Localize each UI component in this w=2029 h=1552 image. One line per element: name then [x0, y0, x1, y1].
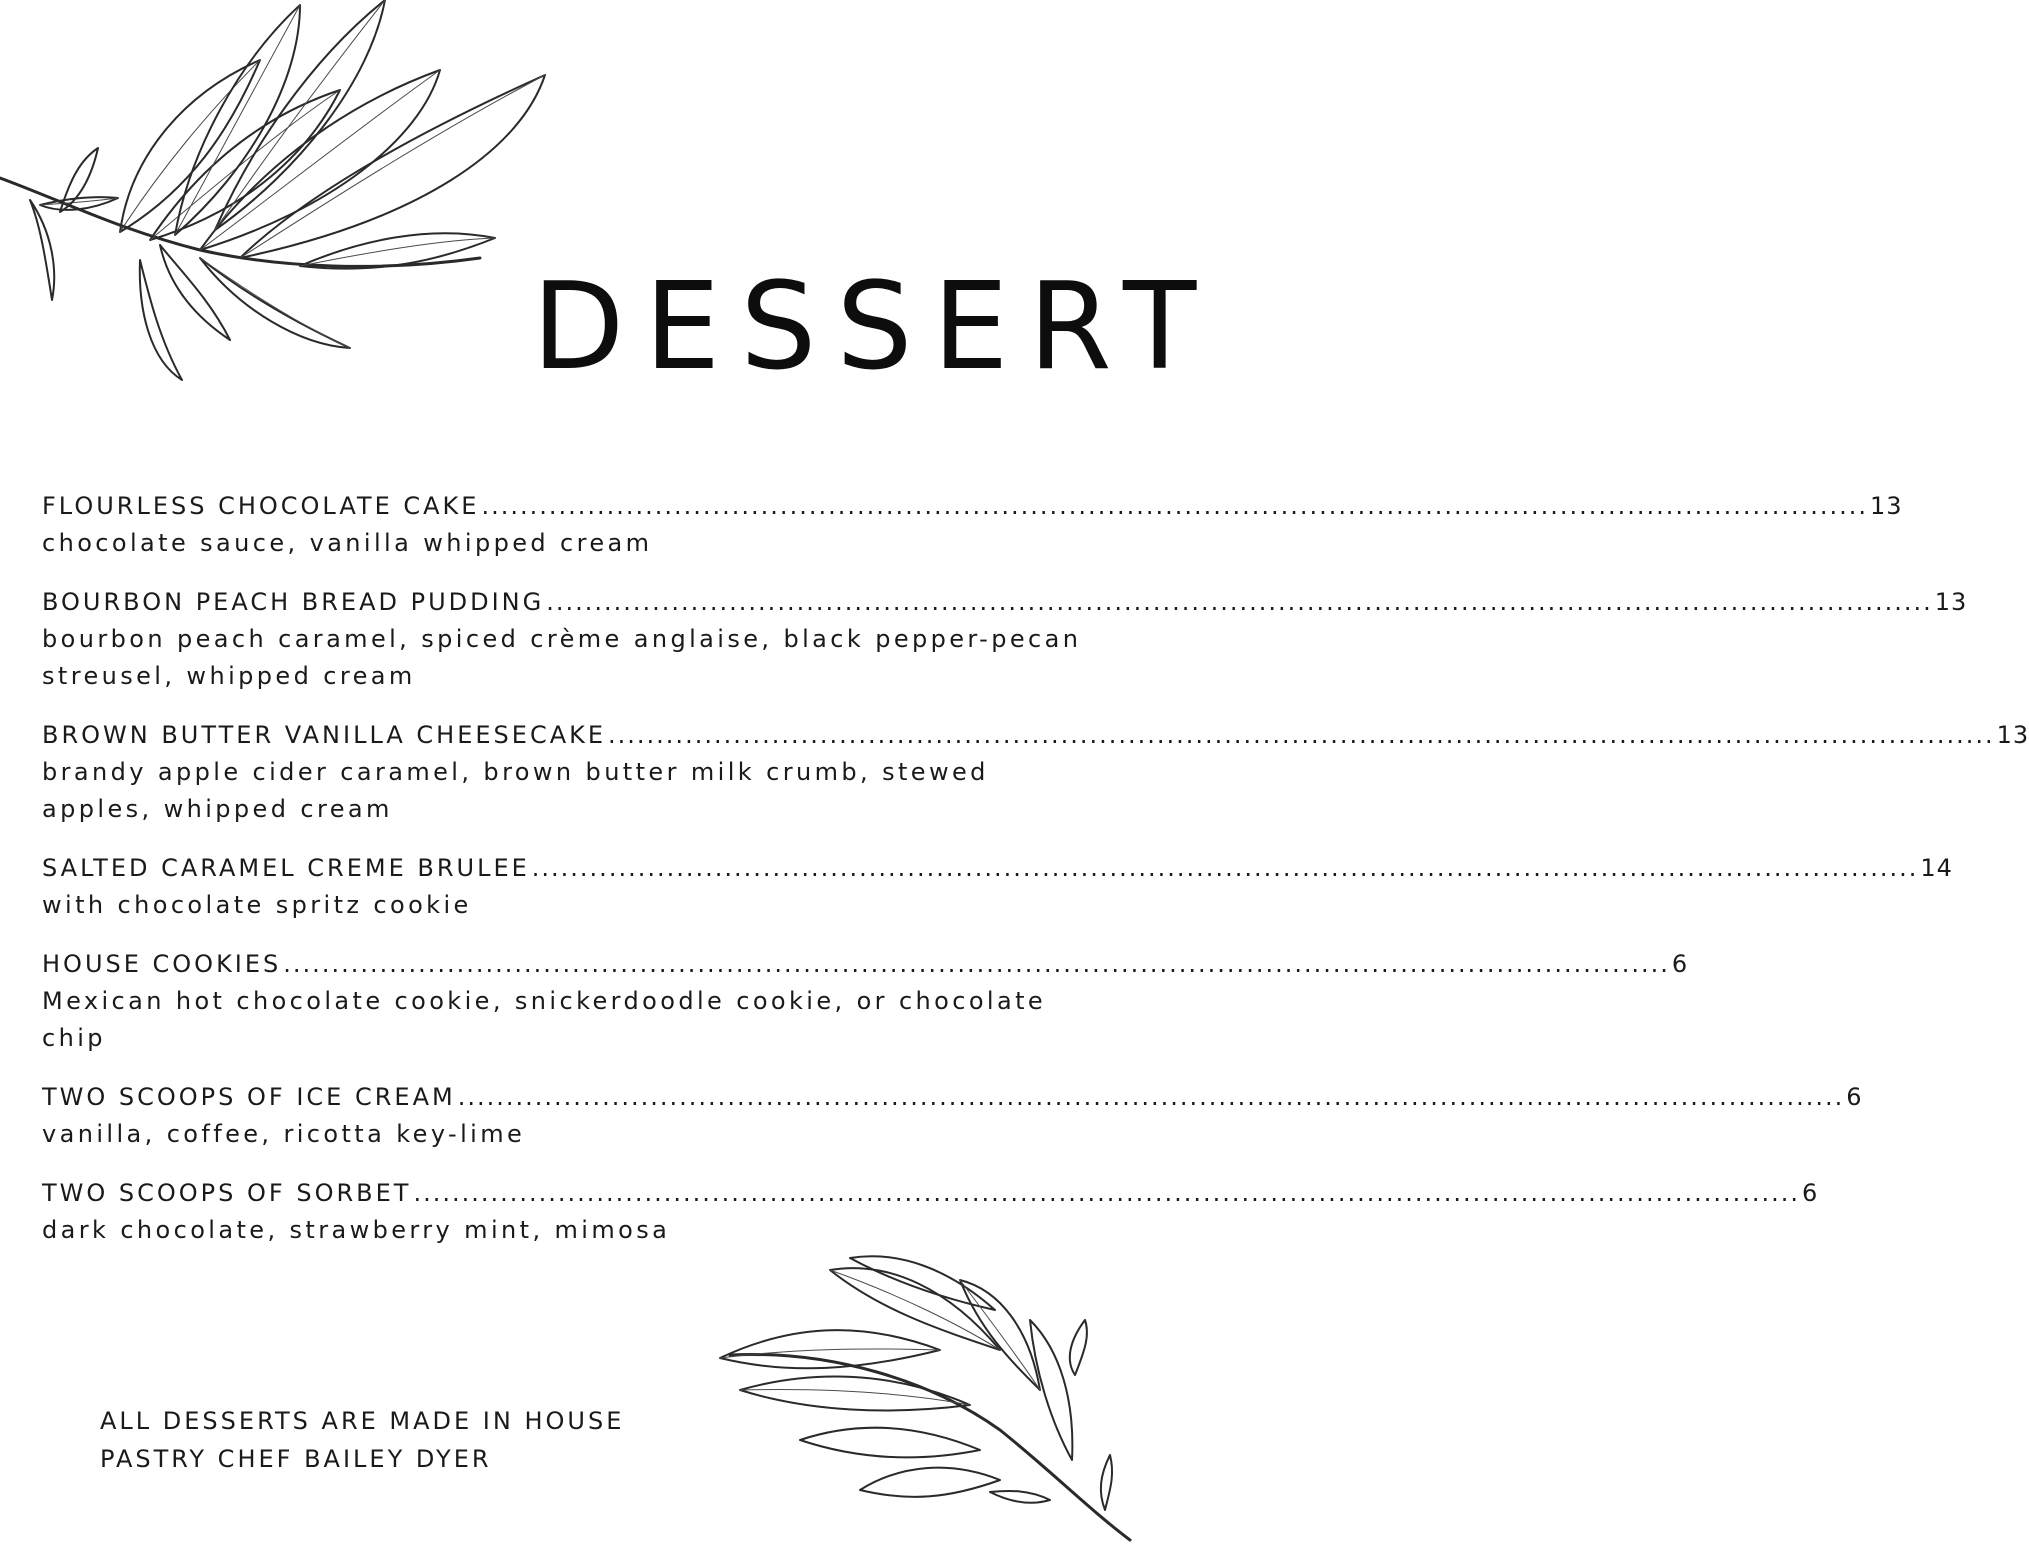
menu-title: DESSERT: [532, 258, 1217, 397]
item-name: TWO SCOOPS OF ICE CREAM: [42, 1083, 456, 1111]
leaf-branch-top-illustration: [0, 0, 560, 400]
item-description: Mexican hot chocolate cookie, snickerdoodle cookie, or chocolate chip: [42, 987, 1047, 1052]
item-name: BROWN BUTTER VANILLA CHEESECAKE: [42, 721, 607, 749]
item-description: brandy apple cider caramel, brown butter milk crumb, stewed apples, whipped cream: [42, 758, 989, 823]
menu-item: [42, 946, 1689, 1057]
item-description: chocolate sauce, vanilla whipped cream: [42, 529, 653, 557]
dot-leader: ................................................................................................................................................: [283, 950, 1670, 978]
item-price: 13: [1870, 492, 1903, 520]
item-description: vanilla, coffee, ricotta key-lime: [42, 1120, 526, 1148]
item-description: bourbon peach caramel, spiced crème anglaise, black pepper-pecan streusel, whipped cream: [42, 625, 1082, 690]
menu-item: [42, 1175, 1819, 1249]
item-price: 13: [1934, 588, 1968, 616]
dot-leader: ................................................................................................................................................: [481, 492, 1868, 520]
leaf-branch-bottom-illustration: [710, 1240, 1150, 1552]
item-price: 6: [1671, 950, 1689, 978]
dot-leader: ................................................................................................................................................: [546, 588, 1933, 616]
menu-item: [42, 584, 1968, 695]
dot-leader: ................................................................................................................................................: [608, 721, 1995, 749]
dessert-menu-list: [42, 488, 2029, 1271]
menu-item: [42, 1079, 1863, 1153]
item-price: 6: [1802, 1179, 1819, 1207]
item-description: with chocolate spritz cookie: [42, 891, 472, 919]
item-price: 6: [1846, 1083, 1863, 1111]
item-name: HOUSE COOKIES: [42, 950, 282, 978]
dot-leader: ................................................................................................................................................: [531, 854, 1919, 882]
dot-leader: ................................................................................................................................................: [457, 1083, 1845, 1111]
menu-item: [42, 717, 2029, 828]
item-name: TWO SCOOPS OF SORBET: [42, 1179, 412, 1207]
menu-item: [42, 488, 1903, 562]
dot-leader: ................................................................................................................................................: [413, 1179, 1800, 1207]
item-name: FLOURLESS CHOCOLATE CAKE: [42, 492, 480, 520]
menu-item: [42, 850, 1953, 924]
menu-footer: [100, 1402, 624, 1478]
item-description: dark chocolate, strawberry mint, mimosa: [42, 1216, 671, 1244]
footer-house-made-note: ALL DESSERTS ARE MADE IN HOUSE: [100, 1407, 625, 1435]
footer-pastry-chef-credit: PASTRY CHEF BAILEY DYER: [100, 1445, 492, 1473]
item-price: 14: [1920, 854, 1953, 882]
item-name: SALTED CARAMEL CREME BRULEE: [42, 854, 530, 882]
item-name: BOURBON PEACH BREAD PUDDING: [42, 588, 545, 616]
item-price: 13: [1996, 721, 2029, 749]
